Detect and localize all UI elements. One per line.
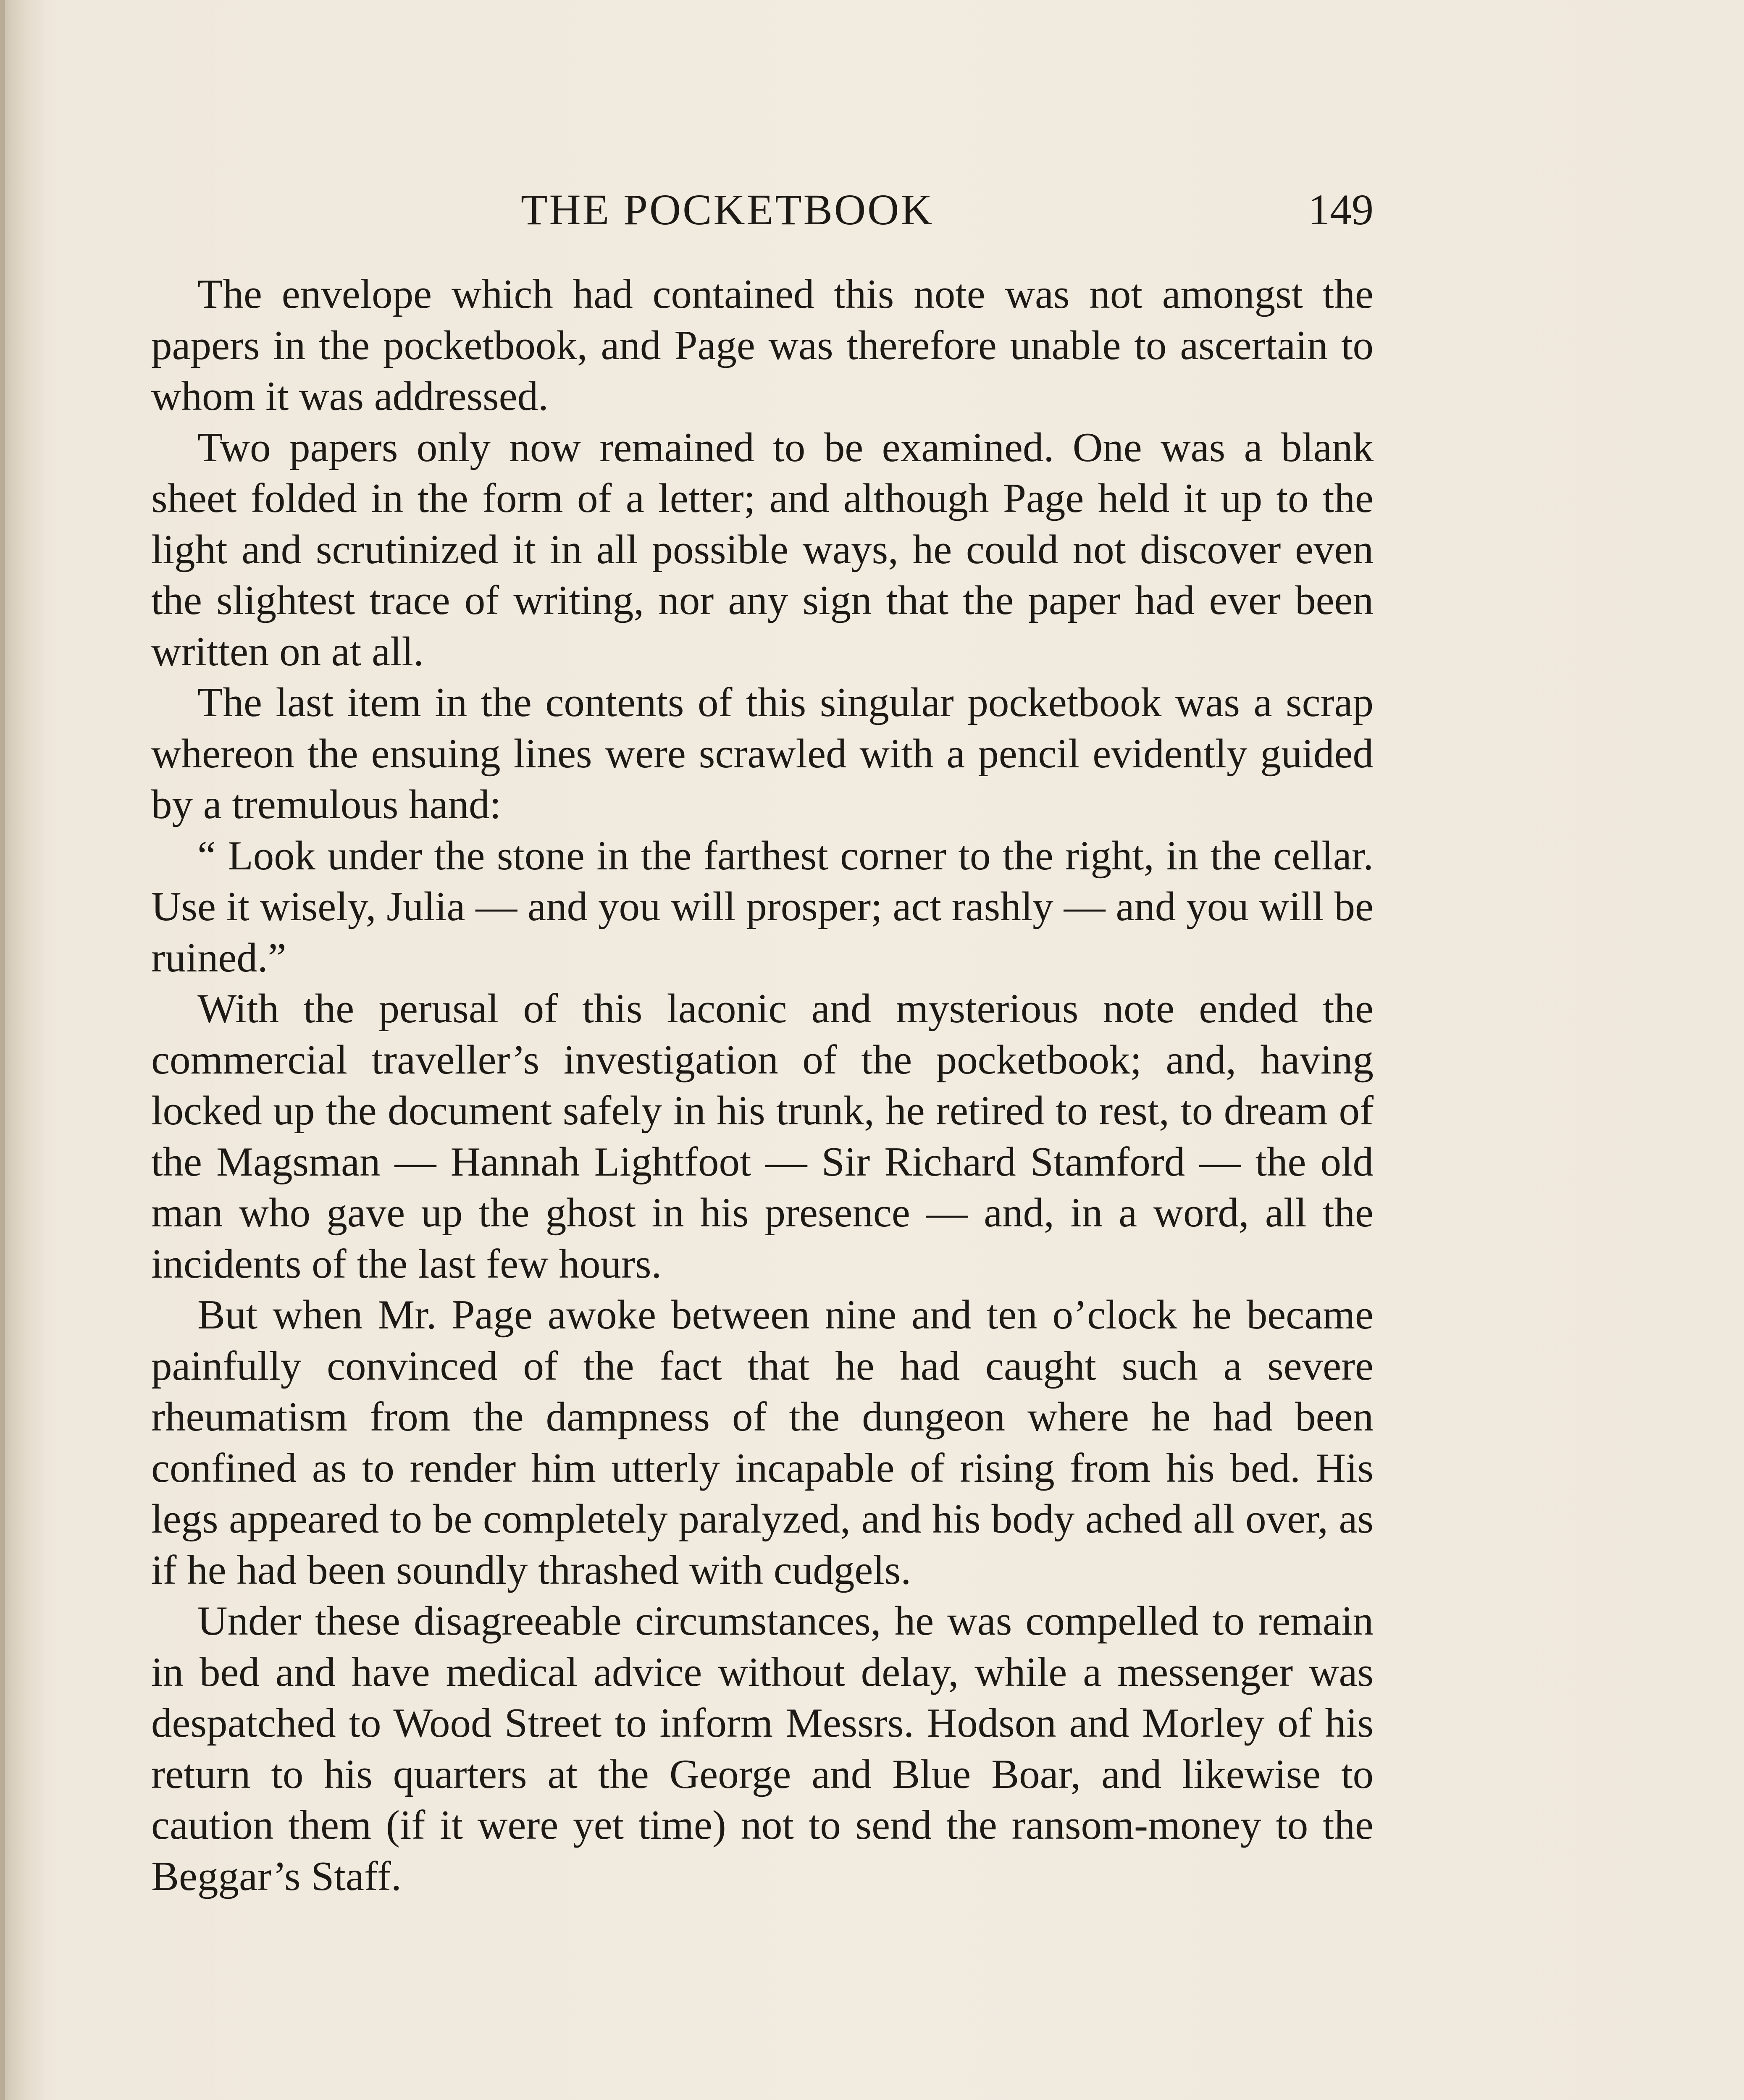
paragraph: But when Mr. Page awoke between nine and ten o’clock he became painfully convinced of the fact that he had caught such a severe rheumatism from the dampness of the dungeon where he had been confined as to render him utterly incapable of rising from his bed. His legs appeared to be completely paralyzed, and his body ached all over, as if he had been soundly thrashed with cudgels. — [151, 1292, 1374, 1593]
paragraph: Two papers only now remained to be examined. One was a blank sheet folded in the form of a letter; and although Page held it up to the light and scrutinized it in all possible ways, he could not discover even the slightest trace of writing, nor any sign that the paper had ever been written on at all. — [151, 424, 1374, 675]
paragraph: The envelope which had contained this note was not amongst the papers in the pocketbook, and Page was therefore unable to ascertain to whom it was addressed. — [151, 271, 1374, 419]
page-number: 149 — [1308, 186, 1374, 234]
binding-shadow — [0, 0, 46, 2100]
quoted-note: “ Look under the stone in the farthest corner to the right, in the cellar. Use it wisely, Julia — and you will prosper; act rashly — and you will be ruined.” — [151, 832, 1374, 981]
binding-edge — [0, 0, 5, 2100]
page-header — [151, 176, 1374, 244]
paragraph: With the perusal of this laconic and mysterious note ended the commercial traveller’s investigation of the pocketbook; and, having locked up the document safely in his trunk, he retired to rest, to dream of the Magsman — Hannah Lightfoot — Sir Richard Stamford — the old man who gave up the ghost in his presence — and, in a word, all the incidents of the last few hours. — [151, 986, 1374, 1287]
paragraph: Under these disagreeable circumstances, he was compelled to remain in bed and have medical advice without delay, while a messenger was despatched to Wood Street to inform Messrs. Hodson and Morley of his return to his quarters at the George and Blue Boar, and likewise to caution them (if it were yet time) not to send the ransom-money to the Beggar’s Staff. — [151, 1598, 1374, 1899]
running-title: THE POCKETBOOK — [521, 186, 934, 234]
body-text — [151, 269, 1374, 1902]
paragraph: The last item in the contents of this singular pocketbook was a scrap whereon the ensuing lines were scrawled with a pencil evidently guided by a tremulous hand: — [151, 680, 1374, 827]
